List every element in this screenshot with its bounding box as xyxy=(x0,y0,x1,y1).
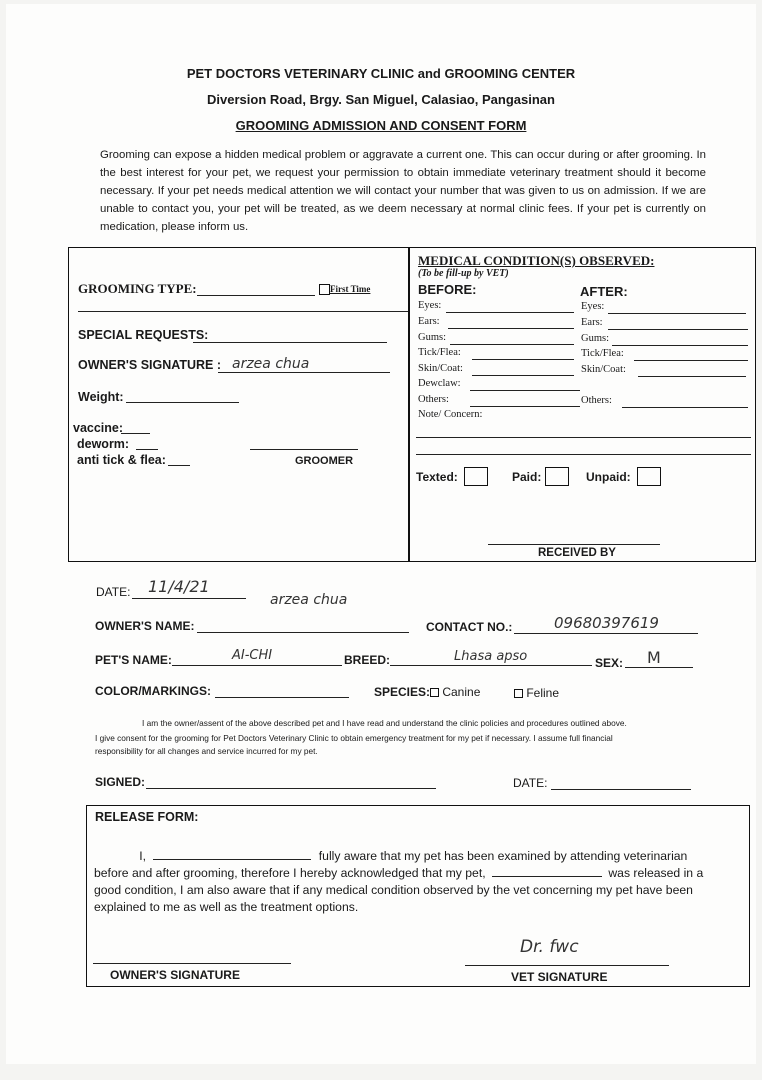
after-field-input[interactable] xyxy=(608,329,748,330)
first-time-label: First Time xyxy=(330,284,371,294)
after-label: AFTER: xyxy=(580,284,628,299)
sex-handwriting: M xyxy=(647,648,661,667)
before-field-input[interactable] xyxy=(450,344,574,345)
before-field-input[interactable] xyxy=(470,390,580,391)
contact-handwriting: 09680397619 xyxy=(554,614,659,632)
after-field-input[interactable] xyxy=(612,345,748,346)
owner-signature-field[interactable] xyxy=(218,372,390,373)
special-requests-label: SPECIAL REQUESTS: xyxy=(78,328,209,342)
pet-name-handwriting: AI-CHI xyxy=(232,648,273,663)
clinic-address: Diversion Road, Brgy. San Miguel, Calasiao, Pangasinan xyxy=(207,92,555,107)
consent-line-3: responsibility for all changes and service incurred for my pet. xyxy=(95,746,318,756)
after-field-input[interactable] xyxy=(634,360,748,361)
before-field-label: Ears: xyxy=(418,316,440,327)
owner-name-field[interactable] xyxy=(197,632,409,633)
owner-name-handwriting: arzea chua xyxy=(270,592,348,608)
consent-line-2: I give consent for the grooming for Pet Doctors Veterinary Clinic to obtain emergency treatment for my pet if necessary. I assume full financial xyxy=(95,733,613,743)
before-field-label: Eyes: xyxy=(418,300,442,311)
groomer-label: GROOMER xyxy=(295,455,354,467)
breed-label: BREED: xyxy=(344,653,391,667)
release-name-field[interactable] xyxy=(153,849,311,860)
grooming-type-field[interactable] xyxy=(197,295,315,296)
weight-label: Weight: xyxy=(78,390,124,404)
signed-field[interactable] xyxy=(146,788,436,789)
date-handwriting: 11/4/21 xyxy=(148,577,210,596)
before-field-input[interactable] xyxy=(472,375,574,376)
medical-condition-title: MEDICAL CONDITION(S) OBSERVED: xyxy=(418,253,655,268)
before-field-label: Gums: xyxy=(418,332,447,343)
owner-name-label: OWNER'S NAME: xyxy=(95,619,195,633)
canine-checkbox[interactable] xyxy=(430,688,439,697)
consent-line-1: I am the owner/assent of the above described pet and I have read and understand the clinic policies and procedures outlined above. xyxy=(142,718,627,728)
paid-label: Paid: xyxy=(512,470,542,484)
form-title: GROOMING ADMISSION AND CONSENT FORM xyxy=(235,118,527,133)
after-field-label: Gums: xyxy=(581,333,610,344)
note-concern-label: Note/ Concern: xyxy=(418,409,483,420)
species-label: SPECIES: xyxy=(374,685,431,699)
grooming-type-label: GROOMING TYPE: xyxy=(78,281,197,296)
pet-name-field[interactable] xyxy=(172,665,342,666)
anti-tick-label: anti tick & flea: xyxy=(77,453,166,467)
weight-field[interactable] xyxy=(126,402,239,403)
first-time-checkbox[interactable] xyxy=(319,284,330,295)
owner-signature-handwriting: arzea chua xyxy=(232,356,310,372)
first-time-option[interactable] xyxy=(319,284,370,295)
deworm-field[interactable] xyxy=(136,449,158,450)
before-field-label: Dewclaw: xyxy=(418,378,461,389)
consent-date-label: DATE: xyxy=(513,776,548,790)
note-line-1[interactable] xyxy=(416,437,751,438)
vet-signature-line[interactable] xyxy=(465,965,669,966)
before-field-label: Skin/Coat: xyxy=(418,363,463,374)
release-text-e: explained to me as well as the treatment options. xyxy=(94,900,359,914)
release-text-c: was released in a xyxy=(608,866,704,880)
after-field-label: Others: xyxy=(581,395,612,406)
feline-checkbox[interactable] xyxy=(514,689,523,698)
intro-paragraph: Grooming can expose a hidden medical problem or aggravate a current one. This can occur during or after grooming. In the best interest for your pet, we request your permission to obtain immediate veterinary treatment should it become necessary. If your pet needs medical attention we will contact your number that was given to us on admission. If we are unable to contact you, your pet will be treated, as we deem necessary at normal clinic fees. If your pet is currently on medication, please inform us. xyxy=(100,149,706,233)
after-field-label: Skin/Coat: xyxy=(581,364,626,375)
release-text-b: before and after grooming, therefore I hereby acknowledged that my pet, xyxy=(94,866,486,880)
sex-label: SEX: xyxy=(595,656,624,670)
special-requests-field[interactable] xyxy=(193,342,387,343)
release-i-label: I, xyxy=(139,849,146,863)
vaccine-field[interactable] xyxy=(121,433,150,434)
after-field-label: Eyes: xyxy=(581,301,605,312)
release-text-a: fully aware that my pet has been examined by attending veterinarian xyxy=(318,849,688,863)
contact-field[interactable] xyxy=(514,633,698,634)
breed-field[interactable] xyxy=(390,665,592,666)
box-divider xyxy=(408,247,410,562)
medical-condition-subtitle: (To be fill-up by VET) xyxy=(418,268,509,279)
release-text-d: good condition, I am also aware that if any medical condition observed by the vet concerning my pet have been xyxy=(94,883,693,897)
before-field-input[interactable] xyxy=(446,312,574,313)
anti-tick-field[interactable] xyxy=(168,465,190,466)
before-label: BEFORE: xyxy=(418,282,477,297)
before-field-label: Tick/Flea: xyxy=(418,347,461,358)
release-paragraph xyxy=(94,848,746,916)
before-field-input[interactable] xyxy=(472,359,574,360)
before-field-label: Others: xyxy=(418,394,449,405)
canine-option[interactable] xyxy=(430,685,480,699)
signed-label: SIGNED: xyxy=(95,775,146,789)
sex-field[interactable] xyxy=(625,667,693,668)
vet-signature-handwriting: Dr. fwc xyxy=(520,937,579,957)
texted-label: Texted: xyxy=(416,470,458,484)
color-markings-field[interactable] xyxy=(215,697,349,698)
date-field[interactable] xyxy=(132,598,246,599)
after-field-label: Ears: xyxy=(581,317,603,328)
after-field-label: Tick/Flea: xyxy=(581,348,624,359)
release-form-title: RELEASE FORM: xyxy=(95,810,199,824)
paid-checkbox[interactable] xyxy=(545,467,569,486)
deworm-label: deworm: xyxy=(77,437,130,451)
vet-signature-label: VET SIGNATURE xyxy=(511,970,608,984)
after-field-input[interactable] xyxy=(622,407,748,408)
clinic-name: PET DOCTORS VETERINARY CLINIC and GROOMING CENTER xyxy=(186,66,576,81)
received-by-label: RECEIVED BY xyxy=(538,547,616,559)
note-line-2[interactable] xyxy=(416,454,751,455)
pet-name-label: PET'S NAME: xyxy=(95,653,172,667)
received-by-line[interactable] xyxy=(488,544,660,545)
unpaid-label: Unpaid: xyxy=(586,470,631,484)
vaccine-label: vaccine: xyxy=(73,421,124,435)
feline-label: Feline xyxy=(526,686,560,700)
color-markings-label: COLOR/MARKINGS: xyxy=(95,684,211,698)
release-owner-signature-label: OWNER'S SIGNATURE xyxy=(110,968,240,982)
unpaid-checkbox[interactable] xyxy=(637,467,661,486)
consent-date-field[interactable] xyxy=(551,789,691,790)
texted-checkbox[interactable] xyxy=(464,467,488,486)
groomer-signature-line[interactable] xyxy=(250,449,358,450)
release-pet-field[interactable] xyxy=(492,866,602,877)
date-label: DATE: xyxy=(96,585,131,599)
after-field-input[interactable] xyxy=(608,313,746,314)
feline-option[interactable] xyxy=(514,686,559,700)
canine-label: Canine xyxy=(442,685,481,699)
grooming-type-extra-line[interactable] xyxy=(78,311,408,312)
owner-signature-label: OWNER'S SIGNATURE : xyxy=(78,358,222,372)
release-owner-signature-line[interactable] xyxy=(93,963,291,964)
contact-label: CONTACT NO.: xyxy=(426,620,513,634)
before-field-input[interactable] xyxy=(448,328,574,329)
breed-handwriting: Lhasa apso xyxy=(454,649,528,664)
before-field-input[interactable] xyxy=(470,406,580,407)
after-field-input[interactable] xyxy=(638,376,746,377)
